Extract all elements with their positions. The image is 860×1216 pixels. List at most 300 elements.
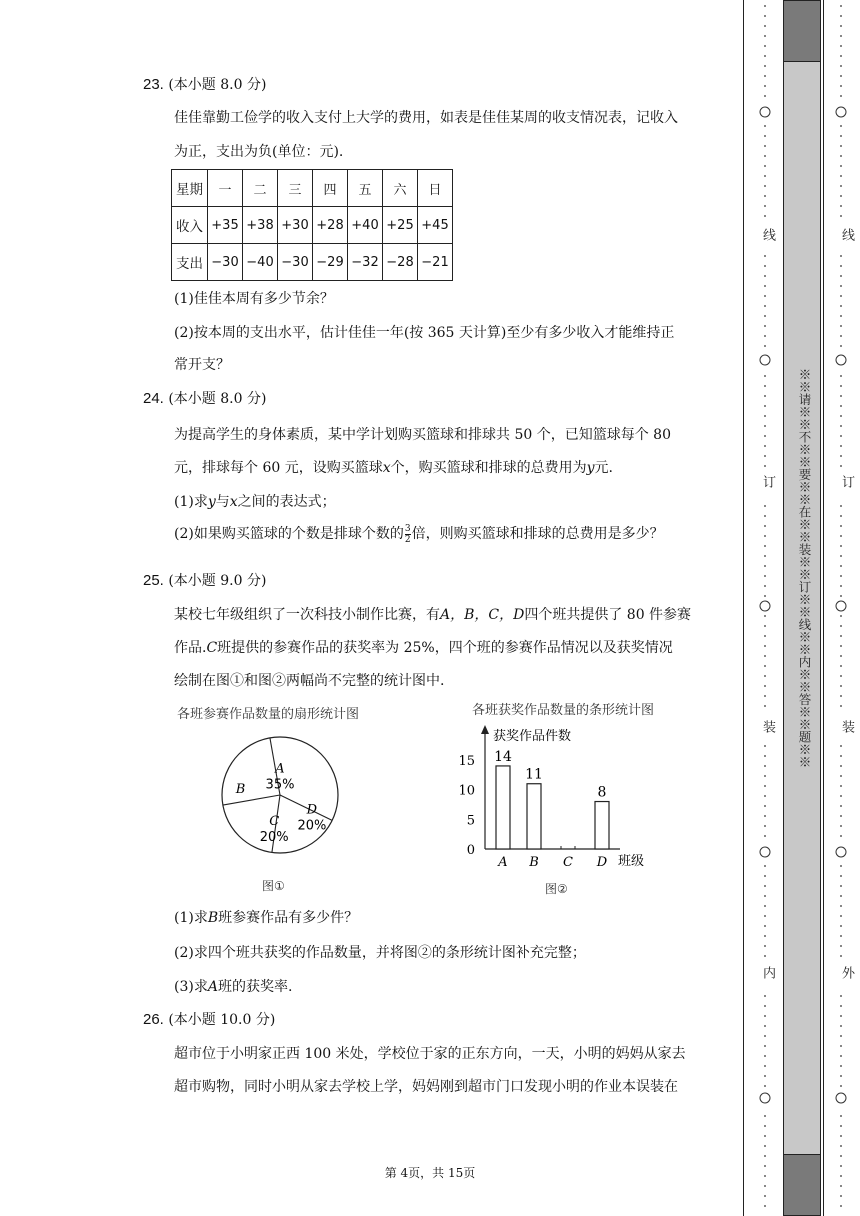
binding-dot (764, 995, 766, 997)
class-c: C (206, 640, 218, 656)
binding-dot (840, 295, 842, 297)
binding-hole-circle (836, 601, 846, 611)
binding-dot (764, 425, 766, 427)
table-cell: −28 (383, 244, 418, 281)
binding-dot (840, 145, 842, 147)
pie-chart-title: 各班参赛作品数量的扇形统计图 (177, 707, 360, 722)
binding-dot (840, 1005, 842, 1007)
x-tick-label-b: B (529, 855, 539, 870)
binding-dot (840, 35, 842, 37)
binding-dot (764, 445, 766, 447)
binding-char-ding-left: 订 (760, 475, 775, 488)
binding-dot (840, 425, 842, 427)
binding-dot (840, 925, 842, 927)
text-span: (3)求 (174, 979, 208, 995)
q23-part2-line2: 常开支？ (174, 357, 230, 373)
binding-hole-circle (760, 847, 770, 857)
binding-dot (840, 645, 842, 647)
q25-points: (本小题 9.0 分) (168, 573, 267, 589)
binding-dot (764, 1135, 766, 1137)
binding-dot (840, 135, 842, 137)
pie-label-a: A (275, 761, 285, 777)
table-cell: 四 (313, 170, 348, 207)
binding-dot (840, 415, 842, 417)
var-x: x (382, 460, 391, 476)
y-tick-label: 5 (466, 813, 475, 829)
binding-dot (764, 865, 766, 867)
binding-dot (764, 705, 766, 707)
binding-dot (840, 805, 842, 807)
binding-dot (840, 215, 842, 217)
binding-dot (764, 1075, 766, 1077)
fraction-three-halves (405, 524, 411, 545)
binding-dot (764, 85, 766, 87)
table-cell: 支出 (172, 244, 208, 281)
binding-dot (840, 55, 842, 57)
binding-dot (764, 795, 766, 797)
binding-dot (764, 1025, 766, 1027)
binding-dot (764, 385, 766, 387)
pie-label-b: B (235, 782, 246, 797)
q25-part3 (174, 976, 292, 996)
binding-dot (764, 1195, 766, 1197)
binding-dot (840, 455, 842, 457)
x-axis-label: 班级 (618, 854, 645, 869)
q26-text-line2: 超市购物，同时小明从家去学校上学，妈妈刚到超市门口发现小明的作业本误装在 (174, 1079, 678, 1095)
binding-dot (840, 125, 842, 127)
binding-char-zhuang-right: 装 (839, 720, 854, 733)
table-row-expense (172, 244, 453, 281)
binding-dot (764, 595, 766, 597)
table-cell: +40 (348, 207, 383, 244)
bar-d (595, 802, 609, 849)
binding-dot (764, 645, 766, 647)
binding-dot (840, 45, 842, 47)
binding-char-ding-right: 订 (839, 475, 854, 488)
binding-dot (840, 1135, 842, 1137)
q25-part2: (2)求四个班共获奖的作品数量，并将图②的条形统计图补充完整； (174, 945, 586, 961)
q26-number: 26. (143, 1011, 164, 1028)
binding-dot (840, 795, 842, 797)
binding-dot (840, 905, 842, 907)
q23-heading (143, 74, 266, 94)
binding-dot (840, 835, 842, 837)
binding-dot (840, 265, 842, 267)
binding-dot (764, 155, 766, 157)
binding-dot (764, 945, 766, 947)
page-footer: 第 4页，共 15页 (384, 1166, 476, 1180)
binding-dot (840, 755, 842, 757)
binding-dot (764, 195, 766, 197)
binding-dot (840, 595, 842, 597)
binding-dot (840, 685, 842, 687)
data-label-b: 11 (525, 766, 543, 783)
table-row-header (172, 170, 453, 207)
binding-dot (764, 1185, 766, 1187)
binding-dot (840, 655, 842, 657)
q24-part1 (174, 491, 336, 511)
y-axis-label: 获奖作品件数 (493, 729, 572, 744)
text-span: 作品. (174, 640, 207, 656)
q23-part2-line1: (2)按本周的支出水平，估计佳佳一年(按 365 天计算)至少有多少收入才能维持正 (174, 325, 675, 341)
binding-char-wai: 外 (839, 966, 854, 979)
binding-warning-text: ※※请※※不※※要※※在※※装※※订※※线※※内※※答※※题※※ (797, 368, 812, 768)
binding-dot (840, 345, 842, 347)
binding-dot (764, 1115, 766, 1117)
bar-a (496, 766, 510, 849)
binding-dot (840, 15, 842, 17)
binding-dot (764, 925, 766, 927)
binding-dot (764, 1055, 766, 1057)
binding-dot (840, 1015, 842, 1017)
binding-dot (840, 165, 842, 167)
q25-part1 (174, 907, 358, 927)
binding-dot (764, 685, 766, 687)
binding-dot (764, 825, 766, 827)
binding-dot (764, 265, 766, 267)
binding-dot (840, 1155, 842, 1157)
text-span: (1)求 (174, 910, 208, 926)
table-cell: +35 (208, 207, 243, 244)
binding-dot (840, 1075, 842, 1077)
q25-text-line2 (174, 637, 673, 657)
binding-dot (840, 275, 842, 277)
binding-dot (840, 255, 842, 257)
binding-dot (764, 145, 766, 147)
binding-dot (764, 675, 766, 677)
table-cell: 一 (208, 170, 243, 207)
pie-value-a: 35% (265, 777, 295, 793)
q26-heading (143, 1009, 275, 1029)
q24-heading (143, 388, 266, 408)
pie-value-c: 20% (259, 829, 289, 845)
var-y: y (586, 460, 595, 476)
binding-dot (840, 1195, 842, 1197)
binding-dot (764, 335, 766, 337)
binding-dot (840, 65, 842, 67)
binding-dot (764, 175, 766, 177)
x-tick-label-a: A (498, 855, 508, 870)
table-cell: 星期 (172, 170, 208, 207)
binding-dot (840, 1205, 842, 1207)
binding-dot (840, 1065, 842, 1067)
binding-dot (840, 395, 842, 397)
binding-dot (840, 1175, 842, 1177)
binding-dot (840, 95, 842, 97)
binding-dot (764, 695, 766, 697)
binding-dot (840, 945, 842, 947)
binding-dot (764, 455, 766, 457)
table-cell: 日 (418, 170, 453, 207)
table-cell: −29 (313, 244, 348, 281)
table-cell: +30 (278, 207, 313, 244)
binding-dot (764, 515, 766, 517)
binding-dot (840, 75, 842, 77)
binding-dot (764, 1085, 766, 1087)
q25-number: 25. (143, 572, 164, 589)
binding-dot (840, 575, 842, 577)
fraction-denominator: 2 (404, 534, 411, 545)
binding-dot (764, 815, 766, 817)
binding-dot (840, 585, 842, 587)
table-cell: 二 (243, 170, 278, 207)
table-cell: 三 (278, 170, 313, 207)
text-span: 之间的表达式； (237, 494, 336, 510)
binding-dot (764, 955, 766, 957)
y-tick-label: 10 (458, 783, 475, 799)
binding-dot (840, 25, 842, 27)
table-cell: 六 (383, 170, 418, 207)
table-cell: +38 (243, 207, 278, 244)
binding-dot (764, 625, 766, 627)
y-axis-arrow (481, 725, 489, 734)
binding-dot (764, 885, 766, 887)
binding-dot (840, 745, 842, 747)
q23-points: (本小题 8.0 分) (168, 77, 267, 93)
binding-dot (764, 525, 766, 527)
binding-dot (840, 85, 842, 87)
binding-dot (840, 335, 842, 337)
binding-dot (840, 815, 842, 817)
binding-dot (764, 665, 766, 667)
binding-dot (840, 175, 842, 177)
binding-dot (840, 1125, 842, 1127)
pie-label-d: D (306, 802, 318, 818)
binding-char-nei: 内 (760, 966, 775, 979)
table-cell: 收入 (172, 207, 208, 244)
text-span: 个，购买篮球和排球的总费用为 (390, 460, 587, 476)
binding-dot (840, 695, 842, 697)
binding-dot (764, 305, 766, 307)
binding-dot (764, 655, 766, 657)
q26-text-line1: 超市位于小明家正西 100 米处，学校位于家的正东方向，一天，小明的妈妈从家去 (174, 1046, 686, 1062)
binding-dot (840, 285, 842, 287)
binding-dot (840, 205, 842, 207)
binding-dot (764, 45, 766, 47)
binding-dot (764, 555, 766, 557)
binding-dot (840, 375, 842, 377)
binding-dot (764, 745, 766, 747)
table-cell: −30 (278, 244, 313, 281)
bar-chart-title: 各班获奖作品数量的条形统计图 (472, 703, 655, 718)
table-cell: +25 (383, 207, 418, 244)
binding-dot (840, 875, 842, 877)
binding-dot (764, 895, 766, 897)
data-label-a: 14 (494, 748, 512, 765)
binding-dot (764, 35, 766, 37)
text-span: 元，排球每个 60 元，设购买篮球 (174, 460, 383, 476)
binding-dot (764, 805, 766, 807)
binding-dot (764, 545, 766, 547)
binding-dot (840, 1025, 842, 1027)
binding-dot (764, 875, 766, 877)
class-names: A，B，C，D (440, 607, 525, 623)
binding-dot (764, 285, 766, 287)
binding-hole-circle (836, 355, 846, 365)
table-cell: −21 (418, 244, 453, 281)
table-row-income (172, 207, 453, 244)
binding-dot (764, 295, 766, 297)
table-cell: +28 (313, 207, 348, 244)
income-expense-table (171, 169, 453, 281)
binding-dot (764, 835, 766, 837)
binding-dot (764, 5, 766, 7)
binding-dot (840, 625, 842, 627)
binding-dot (840, 555, 842, 557)
pie-label-c: C (269, 813, 280, 829)
text-span: 元. (594, 460, 613, 476)
binding-hole-circle (760, 1093, 770, 1103)
binding-dot (764, 775, 766, 777)
binding-dot (764, 585, 766, 587)
binding-dot (764, 345, 766, 347)
binding-dot (764, 215, 766, 217)
q23-number: 23. (143, 76, 164, 93)
binding-dot (764, 255, 766, 257)
binding-dot (764, 465, 766, 467)
binding-dot (840, 155, 842, 157)
binding-dot (764, 165, 766, 167)
binding-dot (764, 1015, 766, 1017)
q25-heading (143, 570, 266, 590)
binding-dot (764, 575, 766, 577)
binding-dot (764, 325, 766, 327)
q24-text-line2 (174, 457, 613, 477)
binding-dot (764, 1125, 766, 1127)
binding-dot (764, 535, 766, 537)
binding-dot (840, 765, 842, 767)
q23-part1: (1)佳佳本周有多少节余？ (174, 291, 334, 307)
binding-dot (764, 125, 766, 127)
text-span: 某校七年级组织了一次科技小制作比赛，有 (174, 607, 440, 623)
binding-dot (764, 505, 766, 507)
binding-dot (840, 1035, 842, 1037)
binding-char-zhuang-left: 装 (760, 720, 775, 733)
binding-dot (764, 65, 766, 67)
table-cell: +45 (418, 207, 453, 244)
binding-dot (764, 275, 766, 277)
binding-dot (840, 1115, 842, 1117)
binding-dot (764, 785, 766, 787)
binding-hole-circle (836, 107, 846, 117)
table-cell: 五 (348, 170, 383, 207)
q26-points: (本小题 10.0 分) (168, 1012, 276, 1028)
binding-dot (840, 1055, 842, 1057)
binding-dot (840, 865, 842, 867)
binding-dot (764, 95, 766, 97)
binding-dot (840, 445, 842, 447)
binding-hole-circle (760, 107, 770, 117)
binding-dot (840, 515, 842, 517)
binding-dot (764, 135, 766, 137)
q24-text-line1: 为提高学生的身体素质，某中学计划购买篮球和排球共 50 个，已知篮球每个 80 (174, 427, 671, 443)
data-label-d: 8 (597, 784, 607, 801)
var-x: x (229, 494, 238, 510)
binding-dot (840, 955, 842, 957)
binding-dot (764, 935, 766, 937)
text-span: 班的获奖率. (217, 979, 293, 995)
q25-text-line3: 绘制在图①和图②两幅尚不完整的统计图中. (174, 673, 445, 689)
pie-chart (205, 730, 355, 860)
text-span: 倍，则购买篮球和排球的总费用是多少？ (411, 526, 664, 542)
binding-dot (840, 635, 842, 637)
binding-dot (840, 915, 842, 917)
binding-dot (840, 565, 842, 567)
binding-dot (764, 1165, 766, 1167)
binding-dot (840, 315, 842, 317)
binding-dot (764, 1005, 766, 1007)
class-b: B (207, 910, 219, 926)
binding-dot (840, 405, 842, 407)
q24-points: (本小题 8.0 分) (168, 391, 267, 407)
binding-dot (840, 895, 842, 897)
binding-dot (764, 435, 766, 437)
binding-dot (764, 405, 766, 407)
q24-part2 (174, 523, 664, 545)
x-tick-label-c: C (563, 855, 573, 870)
fraction-numerator: 3 (404, 523, 411, 534)
binding-dot (840, 785, 842, 787)
binding-dot (840, 545, 842, 547)
binding-dot (840, 5, 842, 7)
binding-hole-circle (760, 601, 770, 611)
binding-dot (764, 635, 766, 637)
binding-dot (840, 185, 842, 187)
binding-dot (840, 995, 842, 997)
binding-dot (840, 775, 842, 777)
binding-dotted-lines (744, 0, 860, 1216)
binding-dot (764, 375, 766, 377)
binding-dot (840, 435, 842, 437)
pie-value-d: 20% (297, 818, 327, 834)
x-tick-label-d: D (596, 855, 608, 870)
pie-chart-caption: 图① (262, 879, 285, 893)
binding-dot (764, 615, 766, 617)
binding-char-line-left: 线 (760, 228, 775, 241)
binding-dot (764, 75, 766, 77)
binding-dot (840, 665, 842, 667)
text-span: 班参赛作品有多少件？ (218, 910, 359, 926)
binding-dot (764, 565, 766, 567)
var-y: y (207, 494, 216, 510)
binding-dot (840, 1045, 842, 1047)
binding-dot (764, 915, 766, 917)
binding-dot (840, 615, 842, 617)
binding-dot (840, 1165, 842, 1167)
table-cell: −30 (208, 244, 243, 281)
binding-dot (764, 315, 766, 317)
text-span: (2)如果购买篮球的个数是排球个数的 (174, 526, 404, 542)
binding-dot (764, 25, 766, 27)
binding-dot (840, 305, 842, 307)
binding-dot (764, 185, 766, 187)
binding-hole-circle (836, 847, 846, 857)
binding-dot (840, 385, 842, 387)
binding-dot (764, 1205, 766, 1207)
bar-b (527, 784, 541, 849)
binding-dot (764, 905, 766, 907)
binding-dot (764, 1065, 766, 1067)
binding-hole-circle (836, 1093, 846, 1103)
q23-text-line1: 佳佳靠勤工俭学的收入支付上大学的费用，如表是佳佳某周的收支情况表，记收入 (174, 110, 678, 126)
binding-dot (764, 415, 766, 417)
bar-chart-caption: 图② (545, 882, 568, 896)
binding-dot (764, 1045, 766, 1047)
binding-dot (764, 1155, 766, 1157)
binding-dot (764, 15, 766, 17)
binding-dot (764, 395, 766, 397)
binding-dot (840, 505, 842, 507)
